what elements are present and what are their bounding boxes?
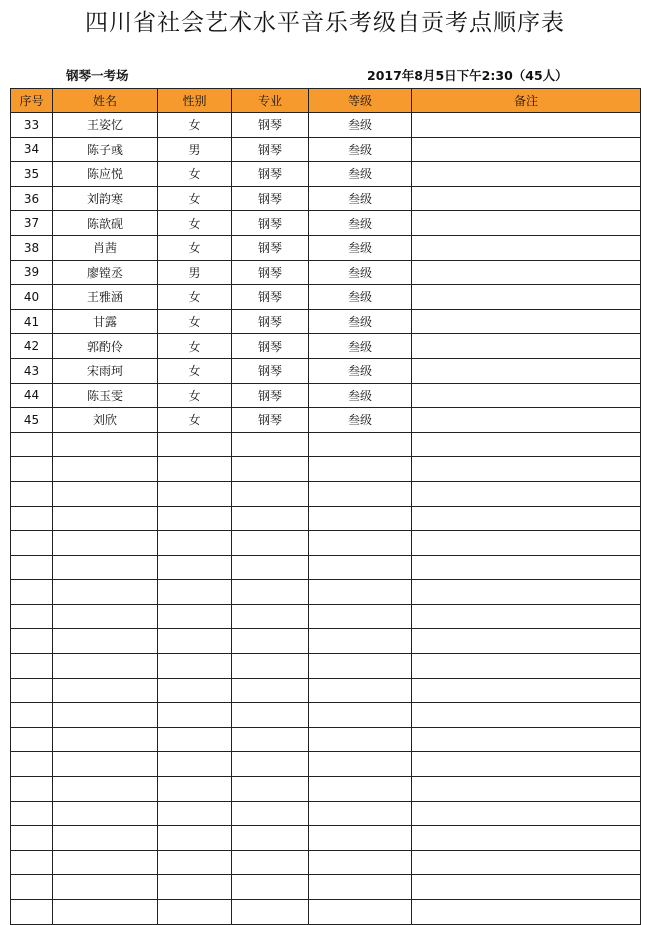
cell-level: 叁级 [309, 186, 412, 211]
table-row [11, 777, 641, 802]
cell-major: 钢琴 [232, 113, 309, 138]
cell-number: 41 [11, 309, 53, 334]
table-row [11, 137, 641, 162]
cell-name: 王雅涵 [53, 285, 158, 310]
table-row [11, 113, 641, 138]
cell-gender: 女 [158, 113, 232, 138]
cell-major: 钢琴 [232, 186, 309, 211]
cell-number: 38 [11, 235, 53, 260]
cell-number [11, 752, 53, 777]
table-row [11, 580, 641, 605]
cell-level [309, 481, 412, 506]
cell-note [412, 850, 641, 875]
cell-level: 叁级 [309, 408, 412, 433]
table-header-row [11, 89, 641, 113]
cell-number: 37 [11, 211, 53, 236]
table-row [11, 801, 641, 826]
exam-room-label: 钢琴一考场 [66, 68, 129, 83]
cell-name [53, 604, 158, 629]
cell-major [232, 481, 309, 506]
cell-name [53, 654, 158, 679]
cell-level [309, 752, 412, 777]
col-header-gender: 性别 [158, 89, 232, 113]
cell-number: 39 [11, 260, 53, 285]
cell-note [412, 629, 641, 654]
cell-name: 陈子彧 [53, 137, 158, 162]
cell-gender [158, 826, 232, 851]
cell-gender: 女 [158, 211, 232, 236]
cell-name [53, 752, 158, 777]
table-row [11, 531, 641, 556]
table-row [11, 875, 641, 900]
col-header-note: 备注 [412, 89, 641, 113]
cell-note [412, 727, 641, 752]
cell-note [412, 777, 641, 802]
cell-major: 钢琴 [232, 334, 309, 359]
cell-level [309, 850, 412, 875]
cell-note [412, 826, 641, 851]
col-header-number: 序号 [11, 89, 53, 113]
cell-note [412, 580, 641, 605]
cell-note [412, 309, 641, 334]
cell-number: 35 [11, 162, 53, 187]
cell-gender: 女 [158, 309, 232, 334]
table-row [11, 727, 641, 752]
cell-gender: 女 [158, 334, 232, 359]
cell-note [412, 285, 641, 310]
cell-level [309, 703, 412, 728]
cell-name: 陈歆砚 [53, 211, 158, 236]
cell-level [309, 432, 412, 457]
cell-major: 钢琴 [232, 383, 309, 408]
table-row [11, 481, 641, 506]
cell-major: 钢琴 [232, 137, 309, 162]
cell-gender [158, 777, 232, 802]
cell-note [412, 678, 641, 703]
cell-note [412, 162, 641, 187]
cell-gender [158, 629, 232, 654]
cell-name: 陈应悦 [53, 162, 158, 187]
cell-name: 陈玉雯 [53, 383, 158, 408]
cell-note [412, 383, 641, 408]
cell-major: 钢琴 [232, 309, 309, 334]
cell-gender [158, 580, 232, 605]
cell-number [11, 801, 53, 826]
cell-number [11, 678, 53, 703]
cell-name [53, 457, 158, 482]
cell-level [309, 654, 412, 679]
cell-number [11, 850, 53, 875]
cell-gender: 女 [158, 383, 232, 408]
cell-gender [158, 531, 232, 556]
cell-name [53, 826, 158, 851]
cell-note [412, 408, 641, 433]
cell-note [412, 654, 641, 679]
table-row [11, 358, 641, 383]
table-row [11, 162, 641, 187]
cell-gender [158, 678, 232, 703]
cell-name [53, 481, 158, 506]
cell-number [11, 580, 53, 605]
cell-note [412, 113, 641, 138]
cell-number [11, 481, 53, 506]
cell-note [412, 211, 641, 236]
cell-major [232, 531, 309, 556]
cell-note [412, 260, 641, 285]
cell-level: 叁级 [309, 235, 412, 260]
cell-level: 叁级 [309, 358, 412, 383]
cell-number: 33 [11, 113, 53, 138]
cell-major [232, 703, 309, 728]
cell-gender [158, 875, 232, 900]
cell-gender: 男 [158, 137, 232, 162]
cell-level [309, 727, 412, 752]
cell-note [412, 703, 641, 728]
cell-level [309, 531, 412, 556]
cell-name: 廖镗丞 [53, 260, 158, 285]
table-row [11, 383, 641, 408]
cell-note [412, 506, 641, 531]
table-row [11, 408, 641, 433]
cell-number [11, 703, 53, 728]
cell-note [412, 801, 641, 826]
cell-major: 钢琴 [232, 408, 309, 433]
cell-major [232, 752, 309, 777]
cell-name [53, 555, 158, 580]
cell-gender [158, 481, 232, 506]
cell-major: 钢琴 [232, 162, 309, 187]
table-row [11, 457, 641, 482]
cell-major: 钢琴 [232, 358, 309, 383]
cell-number: 34 [11, 137, 53, 162]
cell-name [53, 678, 158, 703]
cell-number [11, 604, 53, 629]
cell-note [412, 752, 641, 777]
cell-number [11, 555, 53, 580]
cell-name [53, 506, 158, 531]
cell-gender [158, 654, 232, 679]
cell-number [11, 654, 53, 679]
cell-gender: 女 [158, 408, 232, 433]
col-header-major: 专业 [232, 89, 309, 113]
cell-major [232, 654, 309, 679]
cell-note [412, 457, 641, 482]
cell-major [232, 604, 309, 629]
cell-gender [158, 555, 232, 580]
table-row [11, 555, 641, 580]
cell-name [53, 432, 158, 457]
cell-gender [158, 801, 232, 826]
cell-note [412, 186, 641, 211]
cell-level [309, 875, 412, 900]
cell-note [412, 604, 641, 629]
cell-number: 44 [11, 383, 53, 408]
cell-level: 叁级 [309, 211, 412, 236]
cell-major [232, 850, 309, 875]
cell-level: 叁级 [309, 309, 412, 334]
cell-name: 王姿忆 [53, 113, 158, 138]
cell-gender [158, 703, 232, 728]
table-row [11, 604, 641, 629]
exam-order-table [10, 88, 641, 925]
cell-major [232, 506, 309, 531]
col-header-level: 等级 [309, 89, 412, 113]
table-row [11, 506, 641, 531]
cell-level [309, 506, 412, 531]
table-row [11, 186, 641, 211]
cell-name [53, 531, 158, 556]
cell-name: 甘露 [53, 309, 158, 334]
cell-number: 43 [11, 358, 53, 383]
cell-number: 40 [11, 285, 53, 310]
cell-level: 叁级 [309, 285, 412, 310]
cell-major [232, 555, 309, 580]
cell-name [53, 727, 158, 752]
cell-note [412, 137, 641, 162]
cell-gender [158, 506, 232, 531]
cell-major: 钢琴 [232, 211, 309, 236]
table-row [11, 629, 641, 654]
cell-level: 叁级 [309, 113, 412, 138]
table-row [11, 678, 641, 703]
cell-level [309, 457, 412, 482]
cell-name: 肖茜 [53, 235, 158, 260]
cell-major [232, 727, 309, 752]
cell-name [53, 801, 158, 826]
table-row [11, 285, 641, 310]
cell-level [309, 777, 412, 802]
cell-name [53, 703, 158, 728]
cell-note [412, 334, 641, 359]
table-row [11, 654, 641, 679]
cell-number: 42 [11, 334, 53, 359]
cell-name: 郭酌伶 [53, 334, 158, 359]
cell-note [412, 531, 641, 556]
cell-note [412, 875, 641, 900]
cell-major [232, 678, 309, 703]
cell-level: 叁级 [309, 334, 412, 359]
cell-level [309, 580, 412, 605]
table-row [11, 752, 641, 777]
table-row [11, 309, 641, 334]
cell-name: 刘韵寒 [53, 186, 158, 211]
cell-major: 钢琴 [232, 285, 309, 310]
cell-number [11, 432, 53, 457]
cell-gender [158, 727, 232, 752]
cell-major [232, 432, 309, 457]
cell-level [309, 604, 412, 629]
cell-note [412, 432, 641, 457]
cell-name [53, 777, 158, 802]
cell-gender [158, 752, 232, 777]
cell-name [53, 629, 158, 654]
cell-gender: 男 [158, 260, 232, 285]
cell-number [11, 506, 53, 531]
cell-level: 叁级 [309, 137, 412, 162]
cell-number [11, 777, 53, 802]
cell-major: 钢琴 [232, 260, 309, 285]
cell-name [53, 850, 158, 875]
cell-gender [158, 432, 232, 457]
cell-major [232, 580, 309, 605]
cell-name [53, 580, 158, 605]
exam-datetime: 2017年8月5日下午2:30（45人） [367, 68, 568, 83]
cell-level: 叁级 [309, 383, 412, 408]
cell-gender: 女 [158, 235, 232, 260]
cell-level [309, 629, 412, 654]
cell-major [232, 457, 309, 482]
cell-number [11, 727, 53, 752]
cell-name [53, 875, 158, 900]
cell-gender: 女 [158, 285, 232, 310]
cell-level [309, 801, 412, 826]
cell-level: 叁级 [309, 162, 412, 187]
table-row [11, 432, 641, 457]
table-row [11, 826, 641, 851]
col-header-name: 姓名 [53, 89, 158, 113]
cell-note [412, 358, 641, 383]
cell-number: 36 [11, 186, 53, 211]
cell-gender [158, 457, 232, 482]
cell-major [232, 777, 309, 802]
cell-name: 宋雨珂 [53, 358, 158, 383]
cell-major: 钢琴 [232, 235, 309, 260]
cell-note [412, 235, 641, 260]
cell-number: 45 [11, 408, 53, 433]
cell-number [11, 875, 53, 900]
table-row [11, 703, 641, 728]
cell-level [309, 678, 412, 703]
cell-number [11, 826, 53, 851]
cell-major [232, 826, 309, 851]
cell-gender [158, 604, 232, 629]
cell-level [309, 826, 412, 851]
cell-gender: 女 [158, 358, 232, 383]
cell-number [11, 457, 53, 482]
table-row [11, 334, 641, 359]
table-row [11, 235, 641, 260]
table-row [11, 211, 641, 236]
cell-major [232, 801, 309, 826]
cell-major [232, 875, 309, 900]
page-title: 四川省社会艺术水平音乐考级自贡考点顺序表 [85, 10, 565, 36]
cell-name: 刘欣 [53, 408, 158, 433]
cell-gender: 女 [158, 162, 232, 187]
cell-number [11, 629, 53, 654]
cell-note [412, 481, 641, 506]
cell-note [412, 555, 641, 580]
cell-major [232, 629, 309, 654]
cell-level: 叁级 [309, 260, 412, 285]
cell-level [309, 555, 412, 580]
cell-gender: 女 [158, 186, 232, 211]
cell-number [11, 531, 53, 556]
cell-gender [158, 850, 232, 875]
table-row [11, 850, 641, 875]
table-row [11, 260, 641, 285]
